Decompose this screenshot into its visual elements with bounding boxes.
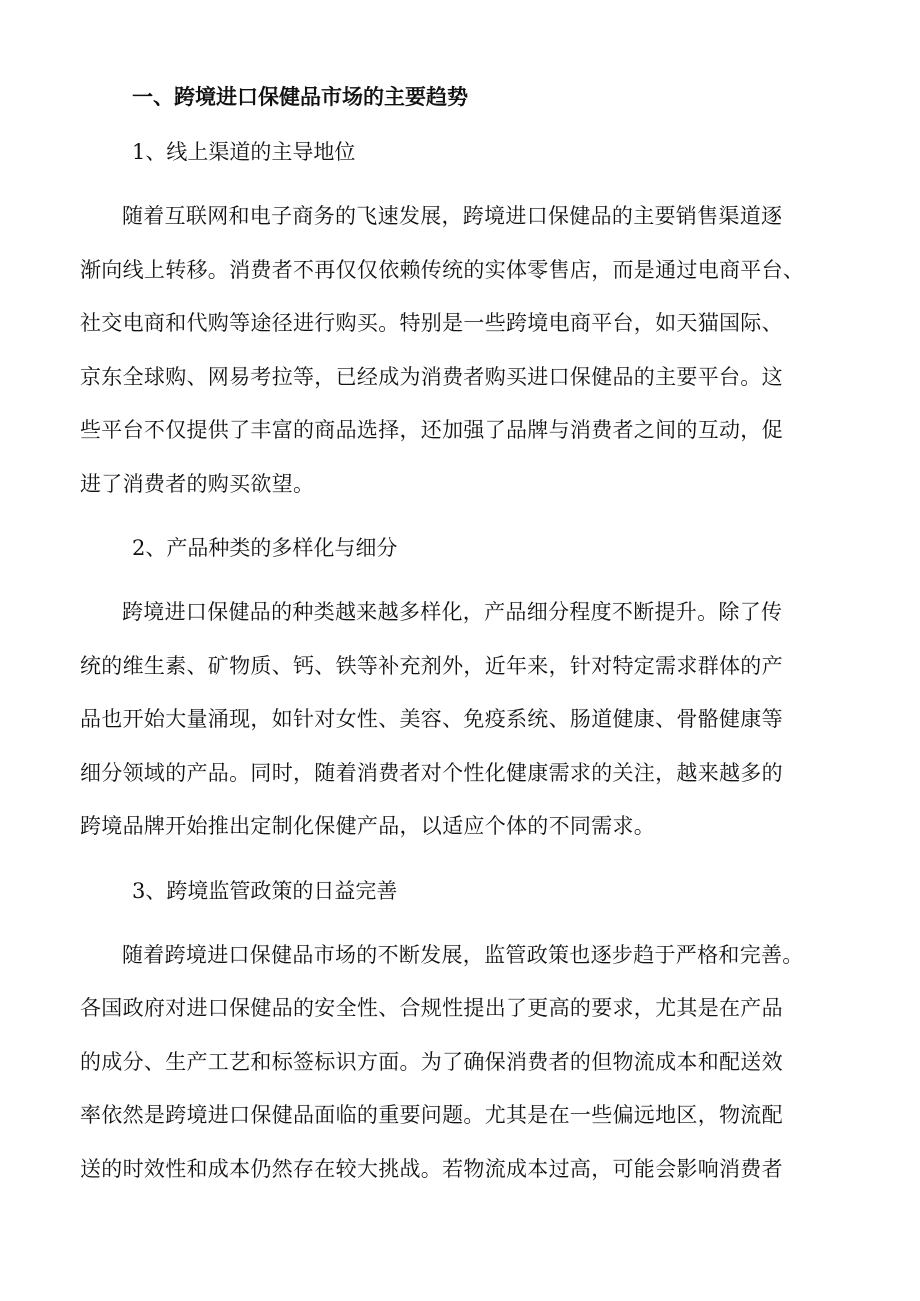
paragraph-line: 送的时效性和成本仍然存在较大挑战。若物流成本过高，可能会影响消费者 — [80, 1156, 783, 1181]
paragraph-3 — [80, 929, 840, 1197]
paragraph-line: 些平台不仅提供了丰富的商品选择，还加强了品牌与消费者之间的互动，促 — [80, 418, 783, 442]
paragraph-line: 渐向线上转移。消费者不再仅仅依赖传统的实体零售店，而是通过电商平台、 — [80, 257, 805, 282]
paragraph-line: 京东全球购、网易考拉等，已经成为消费者购买进口保健品的主要平台。这 — [80, 364, 783, 389]
paragraph-line: 随着互联网和电子商务的飞速发展，跨境进口保健品的主要销售渠道逐 — [122, 204, 783, 228]
document-page — [80, 80, 840, 1216]
subsection-title-2: 2、产品种类的多样化与细分 — [132, 536, 398, 560]
paragraph-line: 随着跨境进口保健品市场的不断发展，监管政策也逐步趋于严格和完善。 — [122, 942, 804, 967]
paragraph-line: 率依然是跨境进口保健品面临的重要问题。尤其是在一些偏远地区，物流配 — [80, 1103, 783, 1127]
paragraph-line: 社交电商和代购等途径进行购买。特别是一些跨境电商平台，如天猫国际、 — [80, 311, 783, 335]
paragraph-line: 跨境品牌开始推出定制化保健产品，以适应个体的不同需求。 — [80, 814, 656, 838]
subsection-title-3: 3、跨境监管政策的日益完善 — [132, 878, 398, 903]
section-heading: 一、跨境进口保健品市场的主要趋势 — [132, 84, 468, 109]
paragraph-line: 进了消费者的购买欲望。 — [80, 471, 315, 496]
paragraph-line: 的成分、生产工艺和标签标识方面。为了确保消费者的但物流成本和配送效 — [80, 1049, 783, 1074]
paragraph-2 — [80, 586, 840, 854]
subsection-title-1: 1、线上渠道的主导地位 — [132, 140, 356, 164]
paragraph-1 — [80, 190, 840, 511]
paragraph-line: 品也开始大量涌现，如针对女性、美容、免疫系统、肠道健康、骨骼健康等 — [80, 707, 783, 731]
paragraph-line: 各国政府对进口保健品的安全性、合规性提出了更高的要求，尤其是在产品 — [80, 996, 783, 1020]
paragraph-line: 统的维生素、矿物质、钙、铁等补充剂外，近年来，针对特定需求群体的产 — [80, 653, 783, 678]
paragraph-line: 细分领域的产品。同时，随着消费者对个性化健康需求的关注，越来越多的 — [80, 760, 783, 785]
paragraph-line: 跨境进口保健品的种类越来越多样化，产品细分程度不断提升。除了传 — [122, 600, 783, 624]
